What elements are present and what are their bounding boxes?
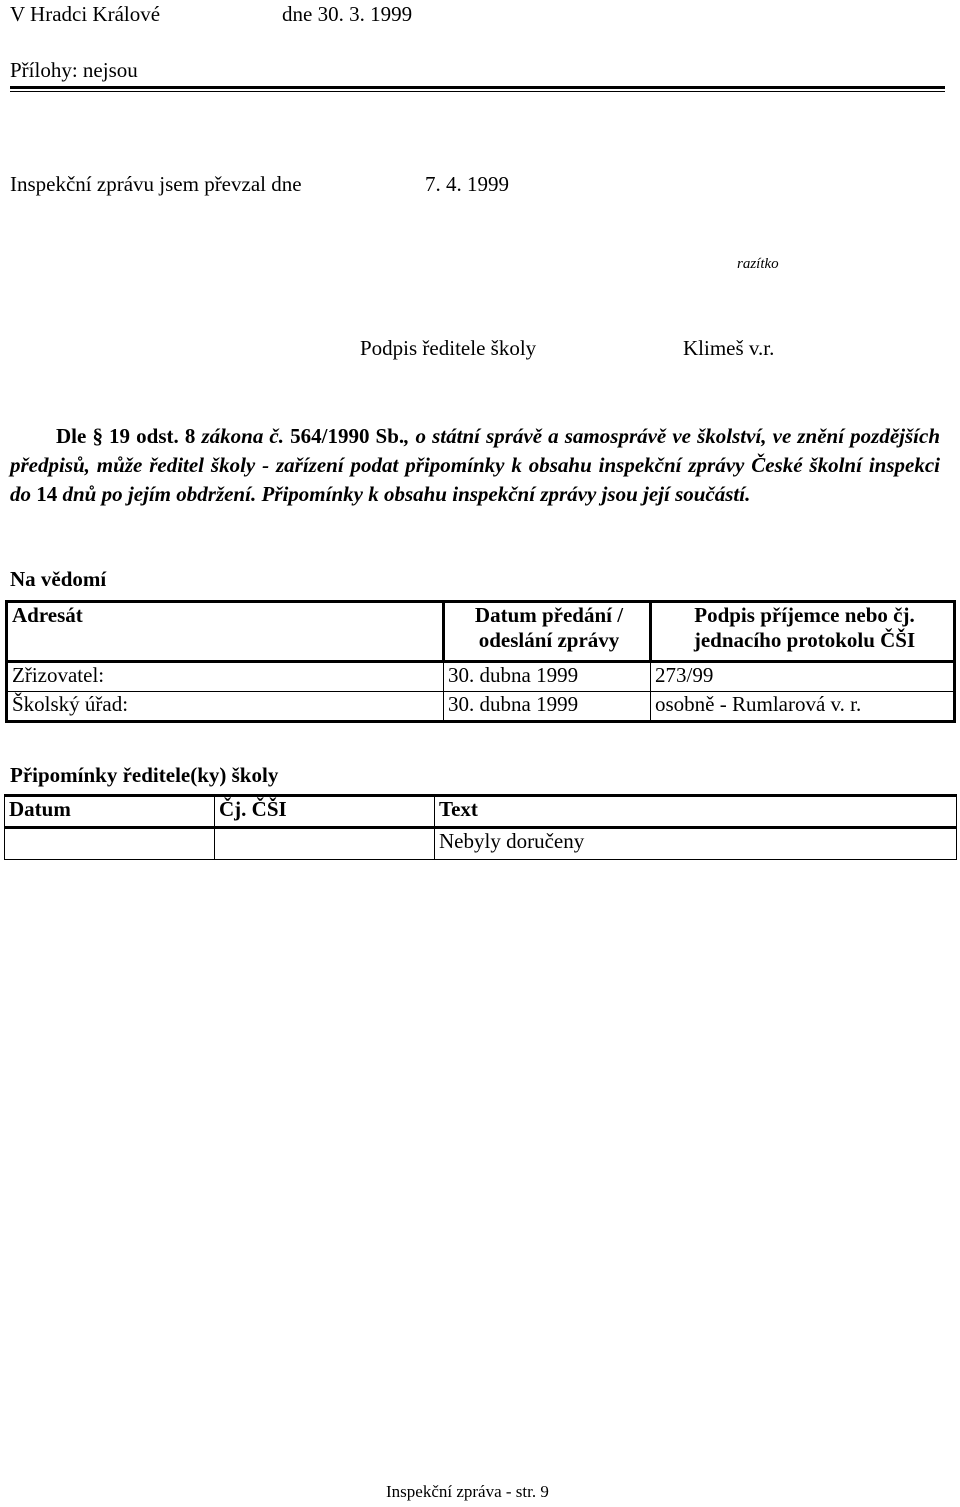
distribution-title: Na vědomí [10, 567, 107, 591]
col-addressee-header: Adresát [12, 603, 83, 627]
legal-text-end: dnů po jejím obdržení. Připomínky k obsahu inspekční zprávy jsou její součástí. [62, 482, 751, 506]
page-footer: Inspekční zpráva - str. 9 [386, 1482, 549, 1501]
row-signature: 273/99 [651, 662, 955, 692]
legal-text: , o státní správě a samosprávě ve školství, ve znění pozdějších předpisů, může ředitel školy - zařízení podat připomínky k obsahu inspekční zprávy České školní inspekci do [10, 424, 940, 506]
comments-table [4, 794, 957, 860]
receipt-label: Inspekční zprávu jsem převzal dne [10, 172, 302, 196]
col-signature-header-line1: Podpis příjemce nebo čj. [694, 603, 915, 627]
table-row [5, 828, 957, 860]
attachments: Přílohy: nejsou [10, 58, 138, 82]
col-comment-ref-header: Čj. ČŠI [215, 796, 435, 828]
col-comment-date-header: Datum [5, 796, 215, 828]
legal-notice [10, 422, 940, 509]
legal-ref: 19 odst. 8 [109, 424, 196, 448]
row-addressee: Školský úřad: [12, 692, 129, 716]
signature-label: Podpis ředitele školy [360, 336, 537, 360]
row-signature: osobně - Rumlarová v. r. [651, 692, 955, 722]
legal-prefix: Dle [56, 424, 87, 448]
col-comment-text-header: Text [435, 796, 957, 828]
comment-ref [215, 828, 435, 860]
table-row [7, 692, 955, 722]
row-date: 30. dubna 1999 [444, 692, 651, 722]
col-date-header [444, 602, 651, 662]
legal-law: zákona č. [201, 424, 284, 448]
comment-date [5, 828, 215, 860]
col-signature-header-line2: jednacího protokolu ČŠI [693, 628, 916, 652]
col-signature-header [651, 602, 955, 662]
col-date-header-line1: Datum předání / [474, 603, 624, 627]
col-date-header-line2: odeslání zprávy [478, 628, 620, 652]
row-addressee: Zřizovatel: [12, 663, 105, 687]
document-date: dne 30. 3. 1999 [282, 2, 413, 26]
legal-days: 14 [36, 482, 58, 506]
table-row [7, 662, 955, 692]
header-rule [10, 86, 945, 92]
comments-title: Připomínky ředitele(ky) školy [10, 763, 279, 787]
comments-header-row [5, 796, 957, 828]
distribution-header-row [7, 602, 955, 662]
distribution-table [5, 600, 956, 723]
row-date: 30. dubna 1999 [444, 662, 651, 692]
section-sign: § [92, 424, 103, 448]
comment-text: Nebyly doručeny [435, 828, 957, 860]
signature-name: Klimeš v.r. [683, 336, 775, 360]
receipt-date: 7. 4. 1999 [425, 172, 509, 196]
stamp-label: razítko [737, 256, 779, 272]
place: V Hradci Králové [10, 2, 161, 26]
legal-law-number: 564/1990 Sb. [290, 424, 405, 448]
